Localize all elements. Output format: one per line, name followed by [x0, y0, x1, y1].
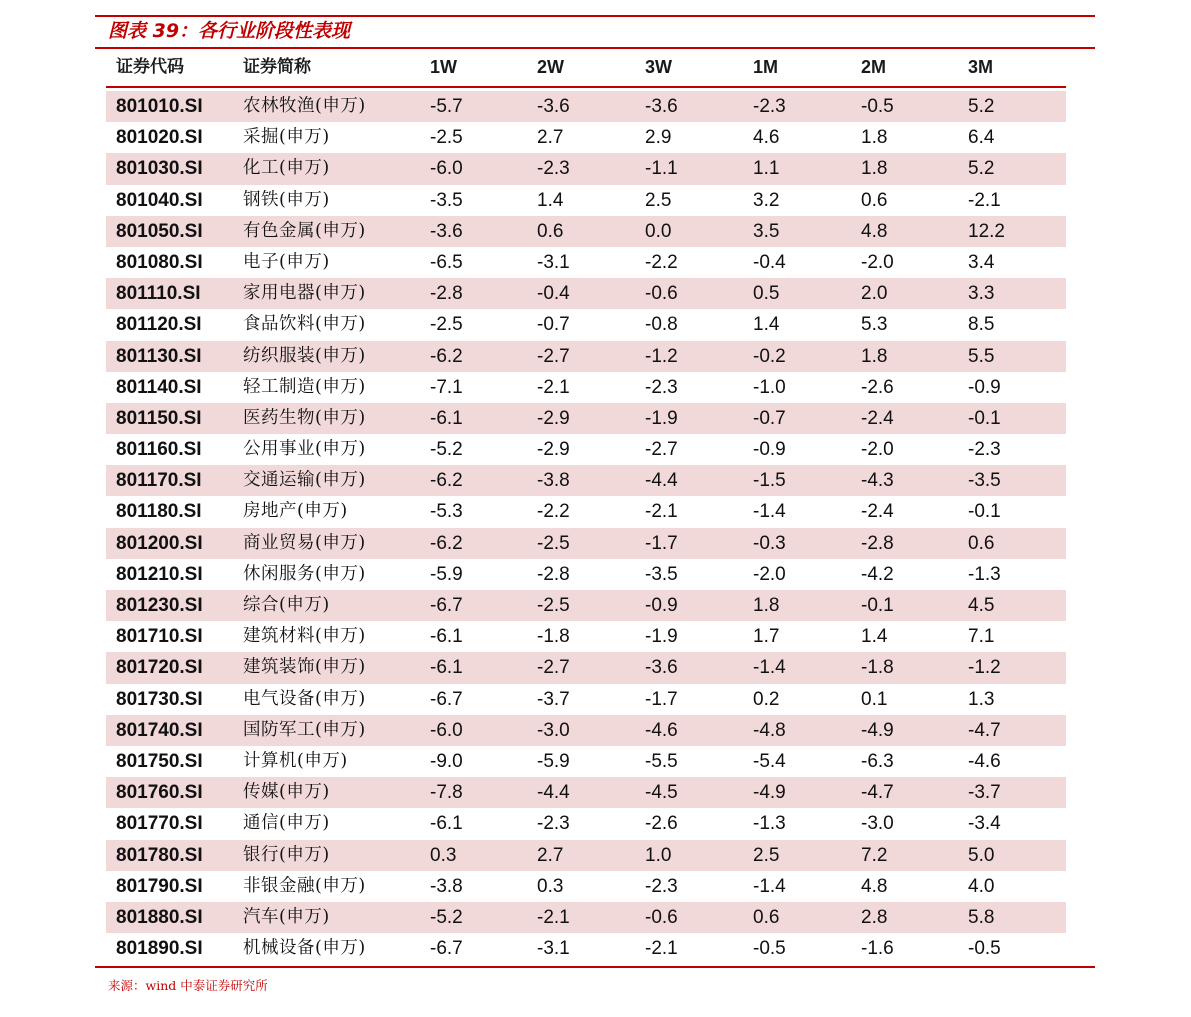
- return-1w-cell: -5.2: [430, 906, 463, 928]
- return-3m-cell: 7.1: [968, 626, 995, 648]
- return-3w-cell: -0.6: [645, 906, 678, 928]
- return-3m-cell: 5.2: [968, 96, 995, 117]
- security-name-cell: 建筑装饰(申万): [243, 657, 366, 678]
- return-2w-cell: -2.3: [537, 813, 570, 835]
- table-row: [106, 871, 1066, 902]
- security-name-cell: 通信(申万): [243, 813, 330, 834]
- return-3m-cell: 3.4: [968, 251, 995, 273]
- security-name-cell: 国防军工(申万): [243, 719, 366, 740]
- return-3m-cell: 12.2: [968, 220, 1005, 242]
- return-2w-cell: -3.7: [537, 688, 570, 710]
- return-3m-cell: 5.0: [968, 844, 995, 866]
- return-2w-cell: -3.6: [537, 96, 570, 117]
- return-1m-cell: -1.5: [753, 470, 786, 492]
- return-2m-cell: -6.3: [861, 750, 894, 772]
- return-1m-cell: 2.5: [753, 844, 780, 866]
- table-row: [106, 621, 1066, 652]
- security-name-cell: 交通运输(申万): [243, 470, 366, 491]
- return-2m-cell: 1.8: [861, 127, 888, 149]
- table-row: [106, 185, 1066, 216]
- return-1w-cell: -5.3: [430, 501, 463, 523]
- security-code-cell: 801780.SI: [116, 844, 203, 866]
- return-2m-cell: -2.0: [861, 439, 894, 461]
- security-name-cell: 电气设备(申万): [243, 688, 366, 709]
- return-3w-cell: 2.9: [645, 127, 672, 149]
- return-1w-cell: -6.0: [430, 158, 463, 180]
- table-row: [106, 528, 1066, 559]
- return-2m-cell: -2.4: [861, 407, 894, 429]
- return-1w-cell: 0.3: [430, 844, 457, 866]
- return-1m-cell: -2.0: [753, 563, 786, 585]
- header-1w: 1W: [430, 57, 457, 77]
- security-code-cell: 801760.SI: [116, 782, 203, 804]
- security-name-cell: 综合(申万): [243, 595, 330, 615]
- return-1m-cell: -0.2: [753, 345, 786, 367]
- return-2m-cell: 4.8: [861, 220, 888, 242]
- security-code-cell: 801750.SI: [116, 750, 203, 772]
- return-2m-cell: -3.0: [861, 813, 894, 835]
- table-row: [106, 590, 1066, 621]
- return-2m-cell: 1.8: [861, 345, 888, 367]
- security-code-cell: 801030.SI: [116, 158, 203, 180]
- security-name-cell: 家用电器(申万): [243, 283, 366, 304]
- return-2w-cell: -2.9: [537, 439, 570, 461]
- return-3m-cell: -3.5: [968, 470, 1001, 492]
- return-2w-cell: -2.5: [537, 532, 570, 554]
- return-3w-cell: -5.5: [645, 750, 678, 772]
- header-2m: 2M: [861, 57, 887, 77]
- table-row: [106, 465, 1066, 496]
- security-code-cell: 801180.SI: [116, 501, 202, 523]
- header-rule: [106, 86, 1066, 88]
- return-2w-cell: 0.6: [537, 220, 564, 242]
- return-3w-cell: -1.1: [645, 158, 678, 180]
- return-2w-cell: -2.7: [537, 657, 570, 679]
- header-code: 证券代码: [116, 57, 184, 77]
- security-name-cell: 公用事业(申万): [243, 439, 366, 460]
- return-1w-cell: -6.7: [430, 938, 463, 960]
- security-code-cell: 801890.SI: [116, 938, 203, 960]
- return-2w-cell: 2.7: [537, 844, 564, 866]
- return-1w-cell: -6.5: [430, 251, 463, 273]
- table-row: [106, 808, 1066, 839]
- return-1w-cell: -2.5: [430, 314, 463, 336]
- security-code-cell: 801200.SI: [116, 532, 203, 554]
- header-2w: 2W: [537, 57, 564, 77]
- security-code-cell: 801110.SI: [116, 283, 201, 305]
- security-code-cell: 801150.SI: [116, 407, 202, 429]
- security-code-cell: 801160.SI: [116, 439, 202, 461]
- return-1w-cell: -2.8: [430, 283, 463, 305]
- return-1m-cell: 0.5: [753, 283, 780, 305]
- return-3w-cell: -4.4: [645, 470, 678, 492]
- header-1m: 1M: [753, 57, 779, 77]
- table-header: [106, 49, 1066, 86]
- header-3m: 3M: [968, 57, 994, 77]
- security-code-cell: 801790.SI: [116, 875, 203, 897]
- security-name-cell: 建筑材料(申万): [243, 626, 366, 647]
- security-code-cell: 801120.SI: [116, 314, 202, 336]
- return-2m-cell: -2.4: [861, 501, 894, 523]
- return-2w-cell: -2.5: [537, 595, 570, 616]
- return-2m-cell: -4.2: [861, 563, 894, 585]
- security-name-cell: 农林牧渔(申万): [243, 96, 366, 116]
- return-1w-cell: -6.1: [430, 657, 463, 679]
- return-1m-cell: 1.4: [753, 314, 780, 336]
- return-3w-cell: -4.6: [645, 719, 678, 741]
- table-row: [106, 715, 1066, 746]
- security-name-cell: 休闲服务(申万): [243, 563, 366, 584]
- return-3w-cell: -3.5: [645, 563, 678, 585]
- return-3w-cell: -1.7: [645, 688, 678, 710]
- return-3w-cell: -1.9: [645, 407, 678, 429]
- return-2w-cell: -5.9: [537, 750, 570, 772]
- return-1w-cell: -7.8: [430, 782, 463, 804]
- table-row: [106, 777, 1066, 808]
- return-3m-cell: -0.1: [968, 407, 1001, 429]
- return-3w-cell: 0.0: [645, 220, 672, 242]
- return-2w-cell: -4.4: [537, 782, 570, 804]
- return-1w-cell: -6.1: [430, 407, 463, 429]
- table-row: [106, 309, 1066, 340]
- return-1w-cell: -6.1: [430, 626, 463, 648]
- return-3m-cell: 5.8: [968, 906, 995, 928]
- return-2w-cell: 2.7: [537, 127, 564, 149]
- return-1m-cell: -0.5: [753, 938, 786, 960]
- security-name-cell: 食品饮料(申万): [243, 314, 366, 335]
- return-2m-cell: -2.8: [861, 532, 894, 554]
- return-2m-cell: -4.3: [861, 470, 894, 492]
- table-row: [106, 153, 1066, 184]
- security-name-cell: 电子(申万): [243, 251, 330, 272]
- table-row: [106, 933, 1066, 964]
- source-note: 来源：wind 中泰证券研究所: [108, 978, 268, 993]
- return-2w-cell: -3.8: [537, 470, 570, 492]
- security-code-cell: 801230.SI: [116, 595, 203, 616]
- return-1w-cell: -6.2: [430, 532, 463, 554]
- return-3w-cell: -3.6: [645, 96, 678, 117]
- security-name-cell: 钢铁(申万): [243, 189, 330, 210]
- return-2m-cell: 1.8: [861, 158, 888, 180]
- return-3w-cell: -0.6: [645, 283, 678, 305]
- security-name-cell: 银行(申万): [243, 844, 330, 865]
- return-2m-cell: -0.5: [861, 96, 894, 117]
- table-row: [106, 496, 1066, 527]
- return-2w-cell: -3.1: [537, 938, 570, 960]
- security-name-cell: 商业贸易(申万): [243, 532, 366, 553]
- table-row: [106, 559, 1066, 590]
- security-code-cell: 801170.SI: [116, 470, 202, 492]
- table-row: [106, 746, 1066, 777]
- return-3m-cell: 8.5: [968, 314, 995, 336]
- security-code-cell: 801730.SI: [116, 688, 203, 710]
- return-2w-cell: -2.1: [537, 376, 570, 398]
- return-1w-cell: -9.0: [430, 750, 463, 772]
- security-code-cell: 801770.SI: [116, 813, 203, 835]
- return-1m-cell: -4.9: [753, 782, 786, 804]
- return-2m-cell: -0.1: [861, 595, 894, 616]
- return-3m-cell: -3.7: [968, 782, 1001, 804]
- security-name-cell: 机械设备(申万): [243, 938, 366, 959]
- security-name-cell: 房地产(申万): [243, 501, 348, 522]
- return-3w-cell: -4.5: [645, 782, 678, 804]
- table-row: [106, 278, 1066, 309]
- return-3w-cell: -0.8: [645, 314, 678, 336]
- return-1w-cell: -5.7: [430, 96, 463, 117]
- return-1m-cell: -5.4: [753, 750, 786, 772]
- security-name-cell: 采掘(申万): [243, 127, 330, 148]
- return-3m-cell: 4.0: [968, 875, 995, 897]
- return-1w-cell: -6.0: [430, 719, 463, 741]
- return-1w-cell: -3.6: [430, 220, 463, 242]
- return-3w-cell: -2.1: [645, 501, 678, 523]
- return-1m-cell: 1.8: [753, 595, 780, 616]
- table-row: [106, 840, 1066, 871]
- return-2m-cell: 2.8: [861, 906, 888, 928]
- table-row: [106, 216, 1066, 247]
- table-row: [106, 91, 1066, 122]
- table-row: [106, 652, 1066, 683]
- return-2m-cell: -2.6: [861, 376, 894, 398]
- return-2w-cell: -2.1: [537, 906, 570, 928]
- return-1m-cell: 3.2: [753, 189, 780, 211]
- return-1m-cell: -2.3: [753, 96, 786, 117]
- table-row: [106, 434, 1066, 465]
- return-3m-cell: 6.4: [968, 127, 995, 149]
- return-3w-cell: -1.7: [645, 532, 678, 554]
- return-3m-cell: -2.1: [968, 189, 1001, 211]
- security-code-cell: 801710.SI: [116, 626, 203, 648]
- return-1w-cell: -7.1: [430, 376, 463, 398]
- figure-title: 图表 39：各行业阶段性表现: [108, 20, 351, 42]
- return-2w-cell: -2.7: [537, 345, 570, 367]
- return-1m-cell: -1.4: [753, 875, 786, 897]
- return-2w-cell: -2.2: [537, 501, 570, 523]
- return-3w-cell: -2.1: [645, 938, 678, 960]
- return-1m-cell: -1.4: [753, 657, 786, 679]
- return-2m-cell: 0.1: [861, 688, 888, 710]
- header-3w: 3W: [645, 57, 672, 77]
- return-3m-cell: -4.7: [968, 719, 1001, 741]
- return-3m-cell: 4.5: [968, 595, 995, 616]
- security-code-cell: 801040.SI: [116, 189, 203, 211]
- security-name-cell: 有色金属(申万): [243, 220, 366, 241]
- return-1m-cell: -1.3: [753, 813, 786, 835]
- table-body: [106, 91, 1066, 964]
- return-2w-cell: -0.4: [537, 283, 570, 305]
- return-1m-cell: -0.3: [753, 532, 786, 554]
- security-code-cell: 801140.SI: [116, 376, 202, 398]
- security-code-cell: 801020.SI: [116, 127, 203, 149]
- security-name-cell: 医药生物(申万): [243, 407, 366, 428]
- security-code-cell: 801130.SI: [116, 345, 202, 367]
- return-1w-cell: -6.2: [430, 345, 463, 367]
- return-3m-cell: -0.9: [968, 376, 1001, 398]
- return-3m-cell: -0.1: [968, 501, 1001, 523]
- return-3w-cell: -1.9: [645, 626, 678, 648]
- table-row: [106, 122, 1066, 153]
- return-2m-cell: -2.0: [861, 251, 894, 273]
- return-1m-cell: -1.4: [753, 501, 786, 523]
- return-2w-cell: 0.3: [537, 875, 564, 897]
- return-1m-cell: -1.0: [753, 376, 786, 398]
- return-1w-cell: -3.8: [430, 875, 463, 897]
- return-2m-cell: 2.0: [861, 283, 888, 305]
- return-2w-cell: -0.7: [537, 314, 570, 336]
- return-2m-cell: 1.4: [861, 626, 888, 648]
- return-3m-cell: -1.3: [968, 563, 1001, 585]
- security-code-cell: 801080.SI: [116, 251, 203, 273]
- return-1m-cell: 4.6: [753, 127, 780, 149]
- security-name-cell: 非银金融(申万): [243, 875, 366, 896]
- return-2m-cell: 7.2: [861, 844, 888, 866]
- return-1m-cell: -4.8: [753, 719, 786, 741]
- return-3w-cell: -2.2: [645, 251, 678, 273]
- security-name-cell: 计算机(申万): [243, 750, 348, 771]
- return-2w-cell: -2.8: [537, 563, 570, 585]
- return-3w-cell: -2.3: [645, 376, 678, 398]
- security-code-cell: 801010.SI: [116, 96, 203, 117]
- return-3m-cell: 5.2: [968, 158, 995, 180]
- return-2w-cell: -2.9: [537, 407, 570, 429]
- return-1m-cell: 0.2: [753, 688, 780, 710]
- return-2w-cell: 1.4: [537, 189, 564, 211]
- return-2m-cell: -1.8: [861, 657, 894, 679]
- return-1m-cell: 0.6: [753, 906, 780, 928]
- security-name-cell: 纺织服装(申万): [243, 345, 366, 366]
- return-2m-cell: -1.6: [861, 938, 894, 960]
- security-name-cell: 化工(申万): [243, 158, 330, 179]
- return-3m-cell: -2.3: [968, 439, 1001, 461]
- return-2m-cell: 5.3: [861, 314, 888, 336]
- return-1w-cell: -6.7: [430, 595, 463, 616]
- return-1w-cell: -3.5: [430, 189, 463, 211]
- table-row: [106, 684, 1066, 715]
- return-1m-cell: 1.7: [753, 626, 780, 648]
- security-name-cell: 轻工制造(申万): [243, 376, 366, 397]
- return-3m-cell: -0.5: [968, 938, 1001, 960]
- return-3w-cell: -3.6: [645, 657, 678, 679]
- table-row: [106, 372, 1066, 403]
- security-code-cell: 801210.SI: [116, 563, 203, 585]
- return-3m-cell: -3.4: [968, 813, 1001, 835]
- table-row: [106, 403, 1066, 434]
- return-3m-cell: 3.3: [968, 283, 995, 305]
- table-row: [106, 247, 1066, 278]
- return-1m-cell: -0.9: [753, 439, 786, 461]
- security-code-cell: 801050.SI: [116, 220, 203, 242]
- return-3w-cell: -1.2: [645, 345, 678, 367]
- security-name-cell: 汽车(申万): [243, 906, 330, 927]
- return-2w-cell: -1.8: [537, 626, 570, 648]
- return-3m-cell: -1.2: [968, 657, 1001, 679]
- return-1w-cell: -5.2: [430, 439, 463, 461]
- return-1m-cell: 1.1: [753, 158, 780, 180]
- return-3w-cell: -2.3: [645, 875, 678, 897]
- return-2w-cell: -2.3: [537, 158, 570, 180]
- bottom-rule: [95, 966, 1095, 968]
- return-1w-cell: -6.2: [430, 470, 463, 492]
- return-3w-cell: -2.7: [645, 439, 678, 461]
- return-3w-cell: 1.0: [645, 844, 672, 866]
- security-code-cell: 801740.SI: [116, 719, 203, 741]
- return-1w-cell: -6.7: [430, 688, 463, 710]
- return-3w-cell: -2.6: [645, 813, 678, 835]
- return-3m-cell: 1.3: [968, 688, 995, 710]
- return-1w-cell: -2.5: [430, 127, 463, 149]
- security-code-cell: 801720.SI: [116, 657, 203, 679]
- return-3m-cell: 0.6: [968, 532, 995, 554]
- table-row: [106, 341, 1066, 372]
- return-2m-cell: -4.9: [861, 719, 894, 741]
- return-2w-cell: -3.0: [537, 719, 570, 741]
- return-1m-cell: 3.5: [753, 220, 780, 242]
- table-row: [106, 902, 1066, 933]
- return-1m-cell: -0.4: [753, 251, 786, 273]
- return-2w-cell: -3.1: [537, 251, 570, 273]
- return-3m-cell: 5.5: [968, 345, 995, 367]
- return-1w-cell: -5.9: [430, 563, 463, 585]
- security-code-cell: 801880.SI: [116, 906, 203, 928]
- return-1m-cell: -0.7: [753, 407, 786, 429]
- security-name-cell: 传媒(申万): [243, 782, 330, 803]
- return-3m-cell: -4.6: [968, 750, 1001, 772]
- header-name: 证券简称: [243, 57, 311, 77]
- return-2m-cell: 0.6: [861, 189, 888, 211]
- return-3w-cell: -0.9: [645, 595, 678, 616]
- return-2m-cell: -4.7: [861, 782, 894, 804]
- return-1w-cell: -6.1: [430, 813, 463, 835]
- return-2m-cell: 4.8: [861, 875, 888, 897]
- return-3w-cell: 2.5: [645, 189, 672, 211]
